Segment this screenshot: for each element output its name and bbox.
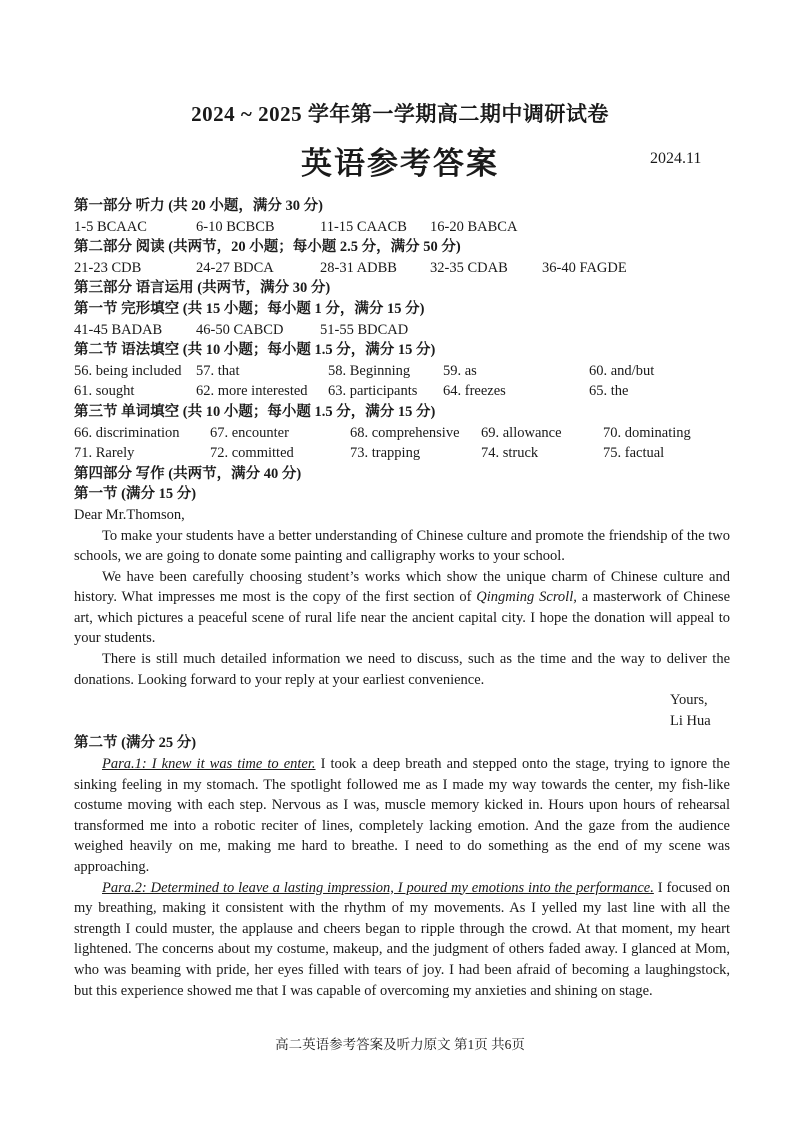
para2-body: I focused on my breathing, making it consistent with the rhythm of my movements. As I yelled my last line with all the strength I could muster, the applause and cheers began to ripple through the crowd. At that moment, my heart lightened. The concerns about my costume, makeup, and the judgment of others faded away. I glanced at Mom, who was beaming with pride, her eyes filled with tears of joy. I had been afraid of becoming a laughingstock, but this experience showed me that I was capable of overcoming my anxieties and shining on stage. [74,879,730,999]
answer-item: 71. Rarely [74,445,135,462]
answer-item: 67. encounter [210,424,289,441]
answer-group: 41-45 BADAB [74,321,163,338]
part3-heading: 第三部分 语言运用 (共两节，满分 30 分) [74,280,331,297]
exam-title: 2024 ~ 2025 学年第一学期高二期中调研试卷 [191,102,609,126]
continuation-paragraph-1 [74,754,730,878]
answer-item: 66. discrimination [74,424,180,441]
para1-body: I took a deep breath and stepped onto the stage, trying to ignore the sinking feeling in my stomach. The spotlight followed me as I made my way towards the center, my fish-like costume moving with each step. Nervous as I was, muscle memory kicked in. Hours upon hours of rehearsal transformed me into a robotic reciter of lines, completely lacking emotion. And the gaze from the audience weighed heavily on me, making me hard to breathe. I need to do something as the end of my scene was approaching. [74,756,730,875]
answer-item: 56. being included [74,362,182,379]
word-answers-row2 [74,443,730,464]
continuation-paragraph-2 [74,878,730,1002]
answer-item: 73. trapping [350,445,421,462]
answer-item: 74. struck [481,445,539,462]
date: 2024.11 [650,150,702,167]
cloze-answers [74,320,730,341]
answer-group: 6-10 BCBCB [196,218,275,235]
part2-answers [74,258,730,279]
part1-heading: 第一部分 听力 (共 20 小题，满分 30 分) [74,198,323,214]
closing-text: Yours, [670,692,708,709]
part3-section2-heading: 第二节 语法填空 (共 10 小题；每小题 1.5 分，满分 15 分) [74,342,436,359]
answer-group: 28-31 ADBB [320,259,397,276]
grammar-answers-row1 [74,361,730,382]
word-answers-row1 [74,423,730,444]
answer-group: 24-27 BDCA [196,259,274,276]
answer-content [74,196,730,1001]
part1-answers [74,217,730,238]
answer-item: 62. more interested [196,383,308,400]
answer-item: 60. and/but [589,362,655,379]
answer-group: 32-35 CDAB [430,259,508,276]
answer-item: 57. that [196,362,240,379]
para1-lead-sentence: Para.1: I knew it was time to enter. [102,756,316,773]
letter-paragraph-3: There is still much detailed information we need to discuss, such as the time and the way to deliver the donations. Looking forward to your reply at your earliest convenience. [74,651,730,688]
letter-paragraph-1: To make your students have a better understanding of Chinese culture and promote the friendship of the two schools, we are going to donate some painting and calligraphy works to your school. [74,527,730,565]
grammar-answers-row2 [74,381,730,402]
part4-section1-heading: 第一节 (满分 15 分) [74,486,197,503]
page-footer: 高二英语参考答案及听力原文 第1页 共6页 [275,1037,525,1052]
answer-item: 63. participants [328,383,418,400]
answer-item: 72. committed [210,445,294,462]
part4-heading: 第四部分 写作 (共两节，满分 40 分) [74,465,302,482]
letter-paragraph-2 [74,567,730,649]
letter-text: We have been carefully choosing student’s works which show the unique charm of Chinese culture and history. What impresses me most is the copy of the first section of [74,568,730,606]
answer-item: 65. the [589,383,629,400]
answer-group: 11-15 CAACB [320,218,407,235]
letter-salutation: Dear Mr.Thomson, [74,506,185,523]
answer-group: 51-55 BDCAD [320,321,409,338]
answer-item: 59. as [443,362,477,379]
answer-group: 1-5 BCAAC [74,218,147,235]
part3-section3-heading: 第三节 单词填空 (共 10 小题；每小题 1.5 分，满分 15 分) [74,403,436,420]
answer-group: 16-20 BABCA [430,218,518,235]
part2-heading: 第二部分 阅读 (共两节，20 小题；每小题 2.5 分，满分 50 分) [74,239,461,256]
answer-item: 58. Beginning [328,362,411,379]
letter-closing [74,690,730,711]
answer-group: 21-23 CDB [74,259,142,276]
letter-signature [74,711,730,732]
answer-item: 64. freezes [443,383,506,400]
answer-item: 70. dominating [603,424,691,441]
answer-item: 61. sought [74,383,135,400]
answer-group: 36-40 FAGDE [542,259,627,276]
part3-section1-heading: 第一节 完形填空 (共 15 小题；每小题 1 分，满分 15 分) [74,300,425,317]
answer-item: 69. allowance [481,424,562,441]
answer-key-title: 英语参考答案 [301,146,499,181]
answer-item: 75. factual [603,445,665,462]
part4-section2-heading: 第二节 (满分 25 分) [74,735,197,752]
artwork-title: Qingming Scroll, [476,589,577,606]
signature-text: Li Hua [670,712,711,729]
para2-lead-sentence: Para.2: Determined to leave a lasting impression, I poured my emotions into the performance. [102,879,654,896]
answer-item: 68. comprehensive [350,424,460,441]
letter-text: a masterwork of Chinese art, which pictures a peaceful scene of rural life near the ancient capital city. I hope the donation will appeal to your students. [74,589,730,647]
answer-group: 46-50 CABCD [196,321,284,338]
